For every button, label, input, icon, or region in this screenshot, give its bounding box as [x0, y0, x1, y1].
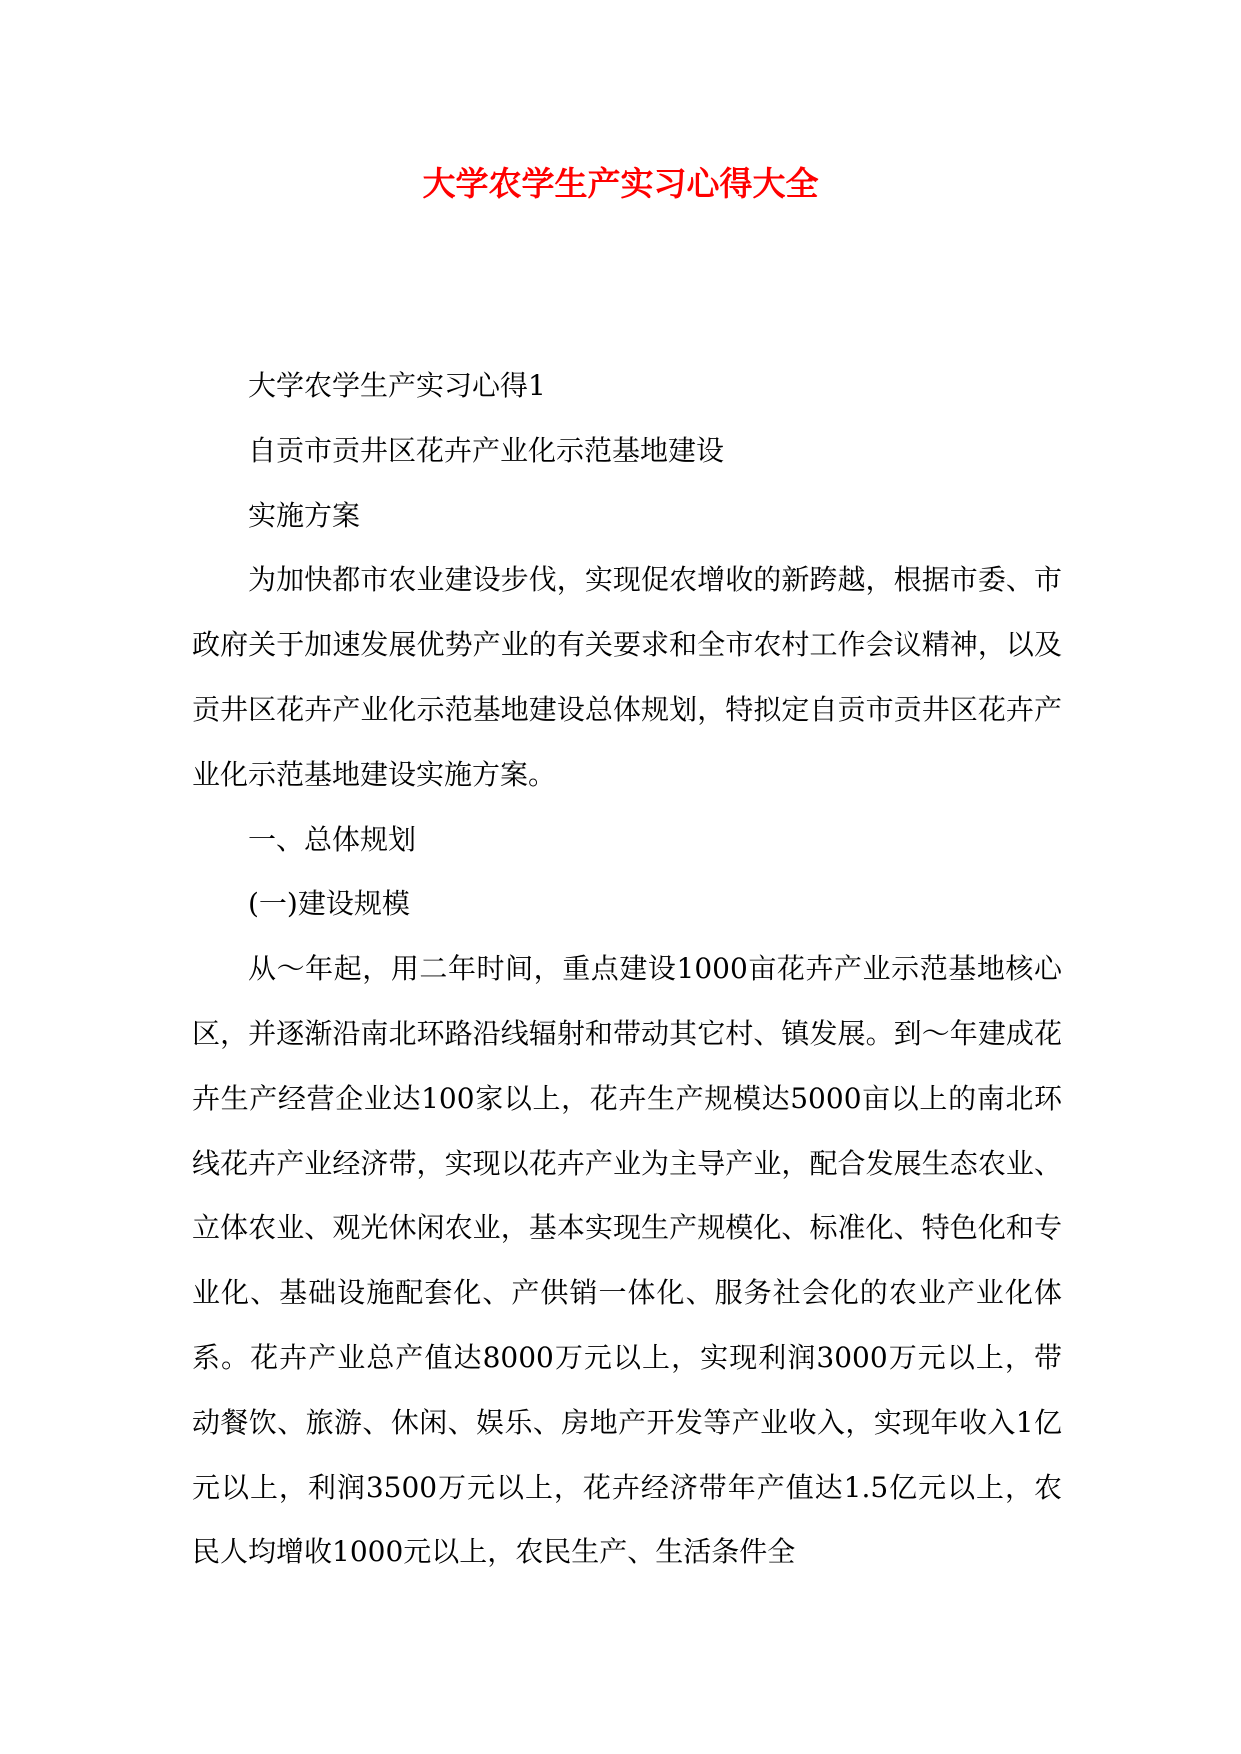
subsection-heading-scale: (一)建设规模 — [248, 887, 410, 921]
paragraph-heading-1: 大学农学生产实习心得1 — [248, 369, 546, 402]
paragraph-scale-detail: 从～年起，用二年时间，重点建设1000亩花卉产业示范基地核心区，并逐渐沿南北环路沿线辐射和带动其它村、镇发展。到～年建成花卉生产经营企业达100家以上，花卉生产规模达5000亩以上的南北环线花卉产业经济带，实现以花卉产业为主导产业，配合发展生态农业、立体农业、观光休闲农业，基本实现生产规模化、标准化、特色化和专业化、基础设施配套化、产供销一体化、服务社会化的农业产业化体系。花卉产业总产值达8000万元以上，实现利润3000万元以上，带动餐饮、旅游、休闲、娱乐、房地产开发等产业收入，实现年收入1亿元以上，利润3500万元以上，花卉经济带年产值达1.5亿元以上，农民人均增收1000元以上，农民生产、生活条件全 — [192, 952, 1062, 1569]
document-body — [192, 354, 1062, 1585]
document-title: 大学农学生产实习心得大全 — [422, 164, 819, 203]
paragraph-project-name: 自贡市贡井区花卉产业化示范基地建设 — [248, 433, 725, 467]
paragraph-plan-label: 实施方案 — [248, 498, 361, 532]
paragraph-intro: 为加快都市农业建设步伐，实现促农增收的新跨越，根据市委、市政府关于加速发展优势产业的有关要求和全市农村工作会议精神，以及贡井区花卉产业化示范基地建设总体规划，特拟定自贡市贡井区花卉产业化示范基地建设实施方案。 — [192, 563, 1062, 791]
section-heading-overall-plan: 一、总体规划 — [248, 822, 417, 856]
